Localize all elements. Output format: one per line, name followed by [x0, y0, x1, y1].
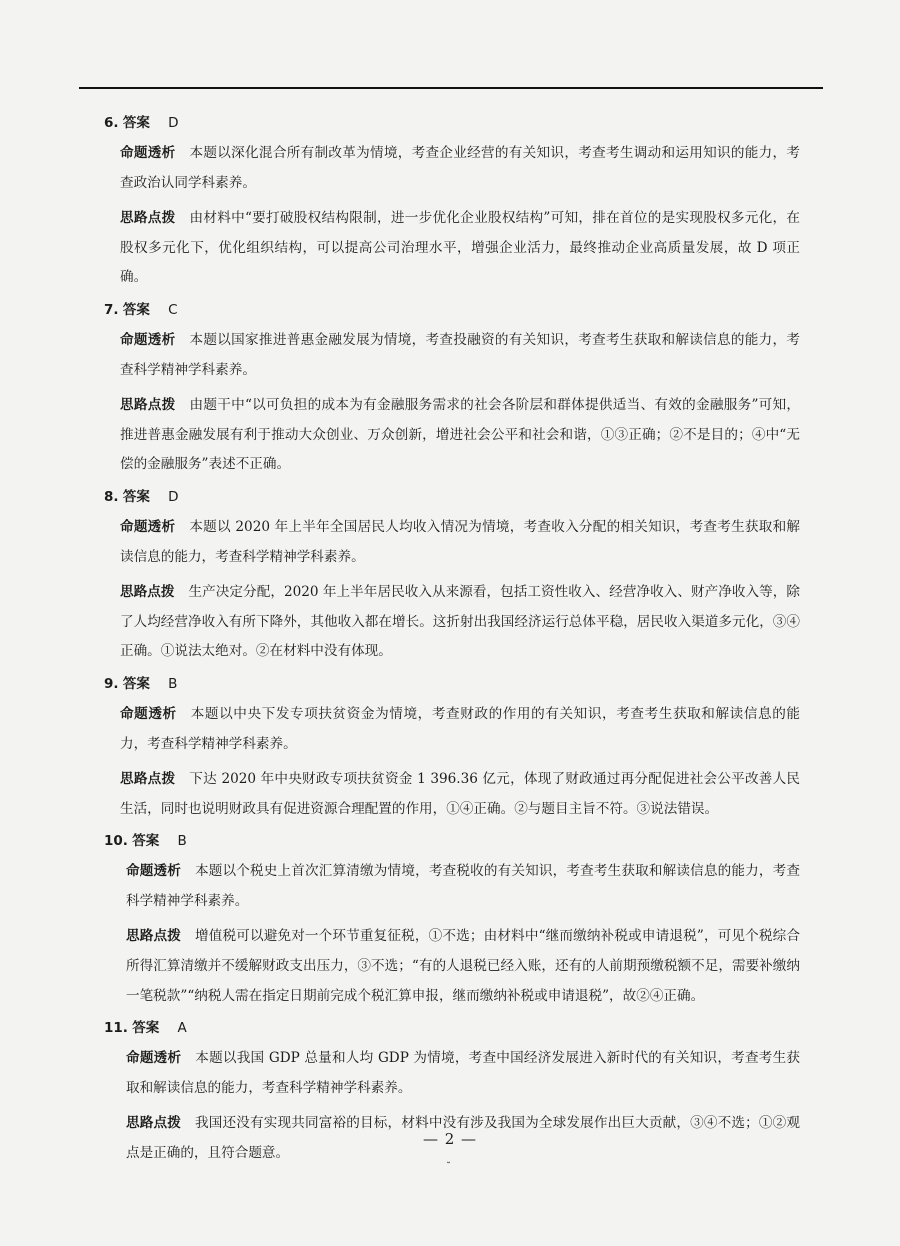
silu-label: 思路点拨 — [126, 928, 181, 945]
question-number: 11. — [104, 1020, 128, 1037]
silu-label: 思路点拨 — [120, 771, 176, 788]
silu-paragraph — [120, 578, 800, 667]
answer-line — [104, 830, 800, 852]
mingti-label: 命题透析 — [120, 705, 177, 722]
question-number: 10. — [104, 833, 128, 850]
question-6 — [104, 112, 800, 293]
answer-label: 答案 — [132, 1020, 160, 1037]
mingti-paragraph — [120, 513, 800, 572]
mingti-text: 本题以我国 GDP 总量和人均 GDP 为情境，考查中国经济发展进入新时代的有关知识，考查考生获取和解读信息的能力，考查科学精神学科素养。 — [126, 1050, 801, 1096]
answer-label: 答案 — [132, 833, 160, 850]
question-9 — [104, 673, 800, 824]
mingti-paragraph — [120, 139, 800, 198]
silu-label: 思路点拨 — [120, 210, 176, 227]
mingti-label: 命题透析 — [120, 145, 176, 161]
silu-text: 增值税可以避免对一个环节重复征税，①不选；由材料中“继而缴纳补税或申请退税”，可见个税综合所得汇算清缴并不缓解财政支出压力，③不选；“有的人退税已经入账，还有的人前期预缴税额不足，需要补缴纳一笔税款”“纳税人需在指定日期前完成个税汇算申报，继而缴纳补税或申请退税”，故②④正确。 — [126, 928, 800, 1004]
mingti-label: 命题透析 — [126, 863, 182, 880]
silu-text: 我国还没有实现共同富裕的目标，材料中没有涉及我国为全球发展作出巨大贡献，③④不选；①②观点是正确的，且符合题意。 — [126, 1115, 800, 1162]
page-number: — 2 — — [422, 1130, 478, 1148]
silu-paragraph — [126, 922, 800, 1011]
answer-explanations — [104, 112, 800, 1175]
silu-label: 思路点拨 — [120, 584, 175, 601]
mingti-paragraph — [120, 700, 800, 759]
answer-value: B — [177, 833, 187, 850]
question-number: 8. — [104, 488, 119, 505]
silu-label: 思路点拨 — [120, 397, 176, 414]
mingti-text: 本题以个税史上首次汇算清缴为情境，考查税收的有关知识，考查考生获取和解读信息的能力，考查科学精神学科素养。 — [126, 863, 800, 909]
answer-line — [104, 112, 800, 134]
answer-label: 答案 — [122, 488, 150, 505]
silu-text: 由材料中“要打破股权结构限制，进一步优化企业股权结构”可知，排在首位的是实现股权多元化，在股权多元化下，优化组织结构，可以提高公司治理水平，增强企业活力，最终推动企业高质量发展，故 D 项正确。 — [120, 210, 800, 286]
silu-paragraph — [120, 204, 800, 293]
mingti-text: 本题以国家推进普惠金融发展为情境，考查投融资的有关知识，考查考生获取和解读信息的能力，考查科学精神学科素养。 — [120, 331, 801, 378]
answer-label: 答案 — [122, 301, 150, 318]
question-7 — [104, 299, 800, 480]
question-8 — [104, 486, 800, 667]
answer-label: 答案 — [122, 675, 150, 692]
answer-line — [104, 1017, 800, 1039]
answer-value: A — [177, 1020, 187, 1037]
mingti-text: 本题以 2020 年上半年全国居民人均收入情况为情境，考查收入分配的相关知识，考查考生获取和解读信息的能力，考查科学精神学科素养。 — [120, 518, 801, 565]
mingti-label: 命题透析 — [120, 518, 176, 535]
silu-text: 由题干中“以可负担的成本为有金融服务需求的社会各阶层和群体提供适当、有效的金融服务”可知，推进普惠金融发展有利于推动大众创业、万众创新，增进社会公平和社会和谐，①③正确；②不是目的；④中“无偿的金融服务”表述不正确。 — [120, 397, 800, 473]
answer-value: D — [168, 488, 179, 505]
mingti-paragraph — [126, 857, 800, 916]
question-number: 6. — [104, 115, 119, 131]
mingti-paragraph — [126, 1044, 800, 1103]
answer-value: B — [168, 675, 178, 692]
mingti-label: 命题透析 — [120, 331, 176, 348]
answer-value: C — [168, 301, 178, 318]
silu-paragraph — [120, 765, 800, 824]
silu-paragraph — [120, 391, 800, 480]
header-rule — [79, 87, 823, 89]
answer-line — [104, 486, 800, 508]
question-10 — [104, 830, 800, 1011]
mingti-label: 命题透析 — [126, 1050, 182, 1067]
mingti-text: 本题以深化混合所有制改革为情境，考查企业经营的有关知识，考查考生调动和运用知识的能力，考查政治认同学科素养。 — [120, 145, 801, 191]
answer-value: D — [168, 115, 179, 131]
question-number: 9. — [104, 675, 119, 692]
silu-text: 下达 2020 年中央财政专项扶贫资金 1 396.36 亿元，体现了财政通过再分配促进社会公平改善人民生活，同时也说明财政具有促进资源合理配置的作用，①④正确。②与题目主旨不符。③说法错误。 — [120, 771, 801, 817]
silu-label: 思路点拨 — [126, 1115, 182, 1132]
silu-text: 生产决定分配，2020 年上半年居民收入从来源看，包括工资性收入、经营净收入、财产净收入等，除了人均经营净收入有所下降外，其他收入都在增长。这折射出我国经济运行总体平稳，居民收入渠道多元化，③④正确。①说法太绝对。②在材料中没有体现。 — [120, 584, 800, 660]
answer-line — [104, 299, 800, 321]
mingti-paragraph — [120, 326, 800, 385]
question-number: 7. — [104, 301, 119, 318]
answer-label: 答案 — [122, 115, 150, 131]
mingti-text: 本题以中央下发专项扶贫资金为情境，考查财政的作用的有关知识，考查考生获取和解读信息的能力，考查科学精神学科素养。 — [120, 705, 801, 752]
answer-line — [104, 673, 800, 695]
footer-mark: ˘ — [446, 1162, 451, 1173]
